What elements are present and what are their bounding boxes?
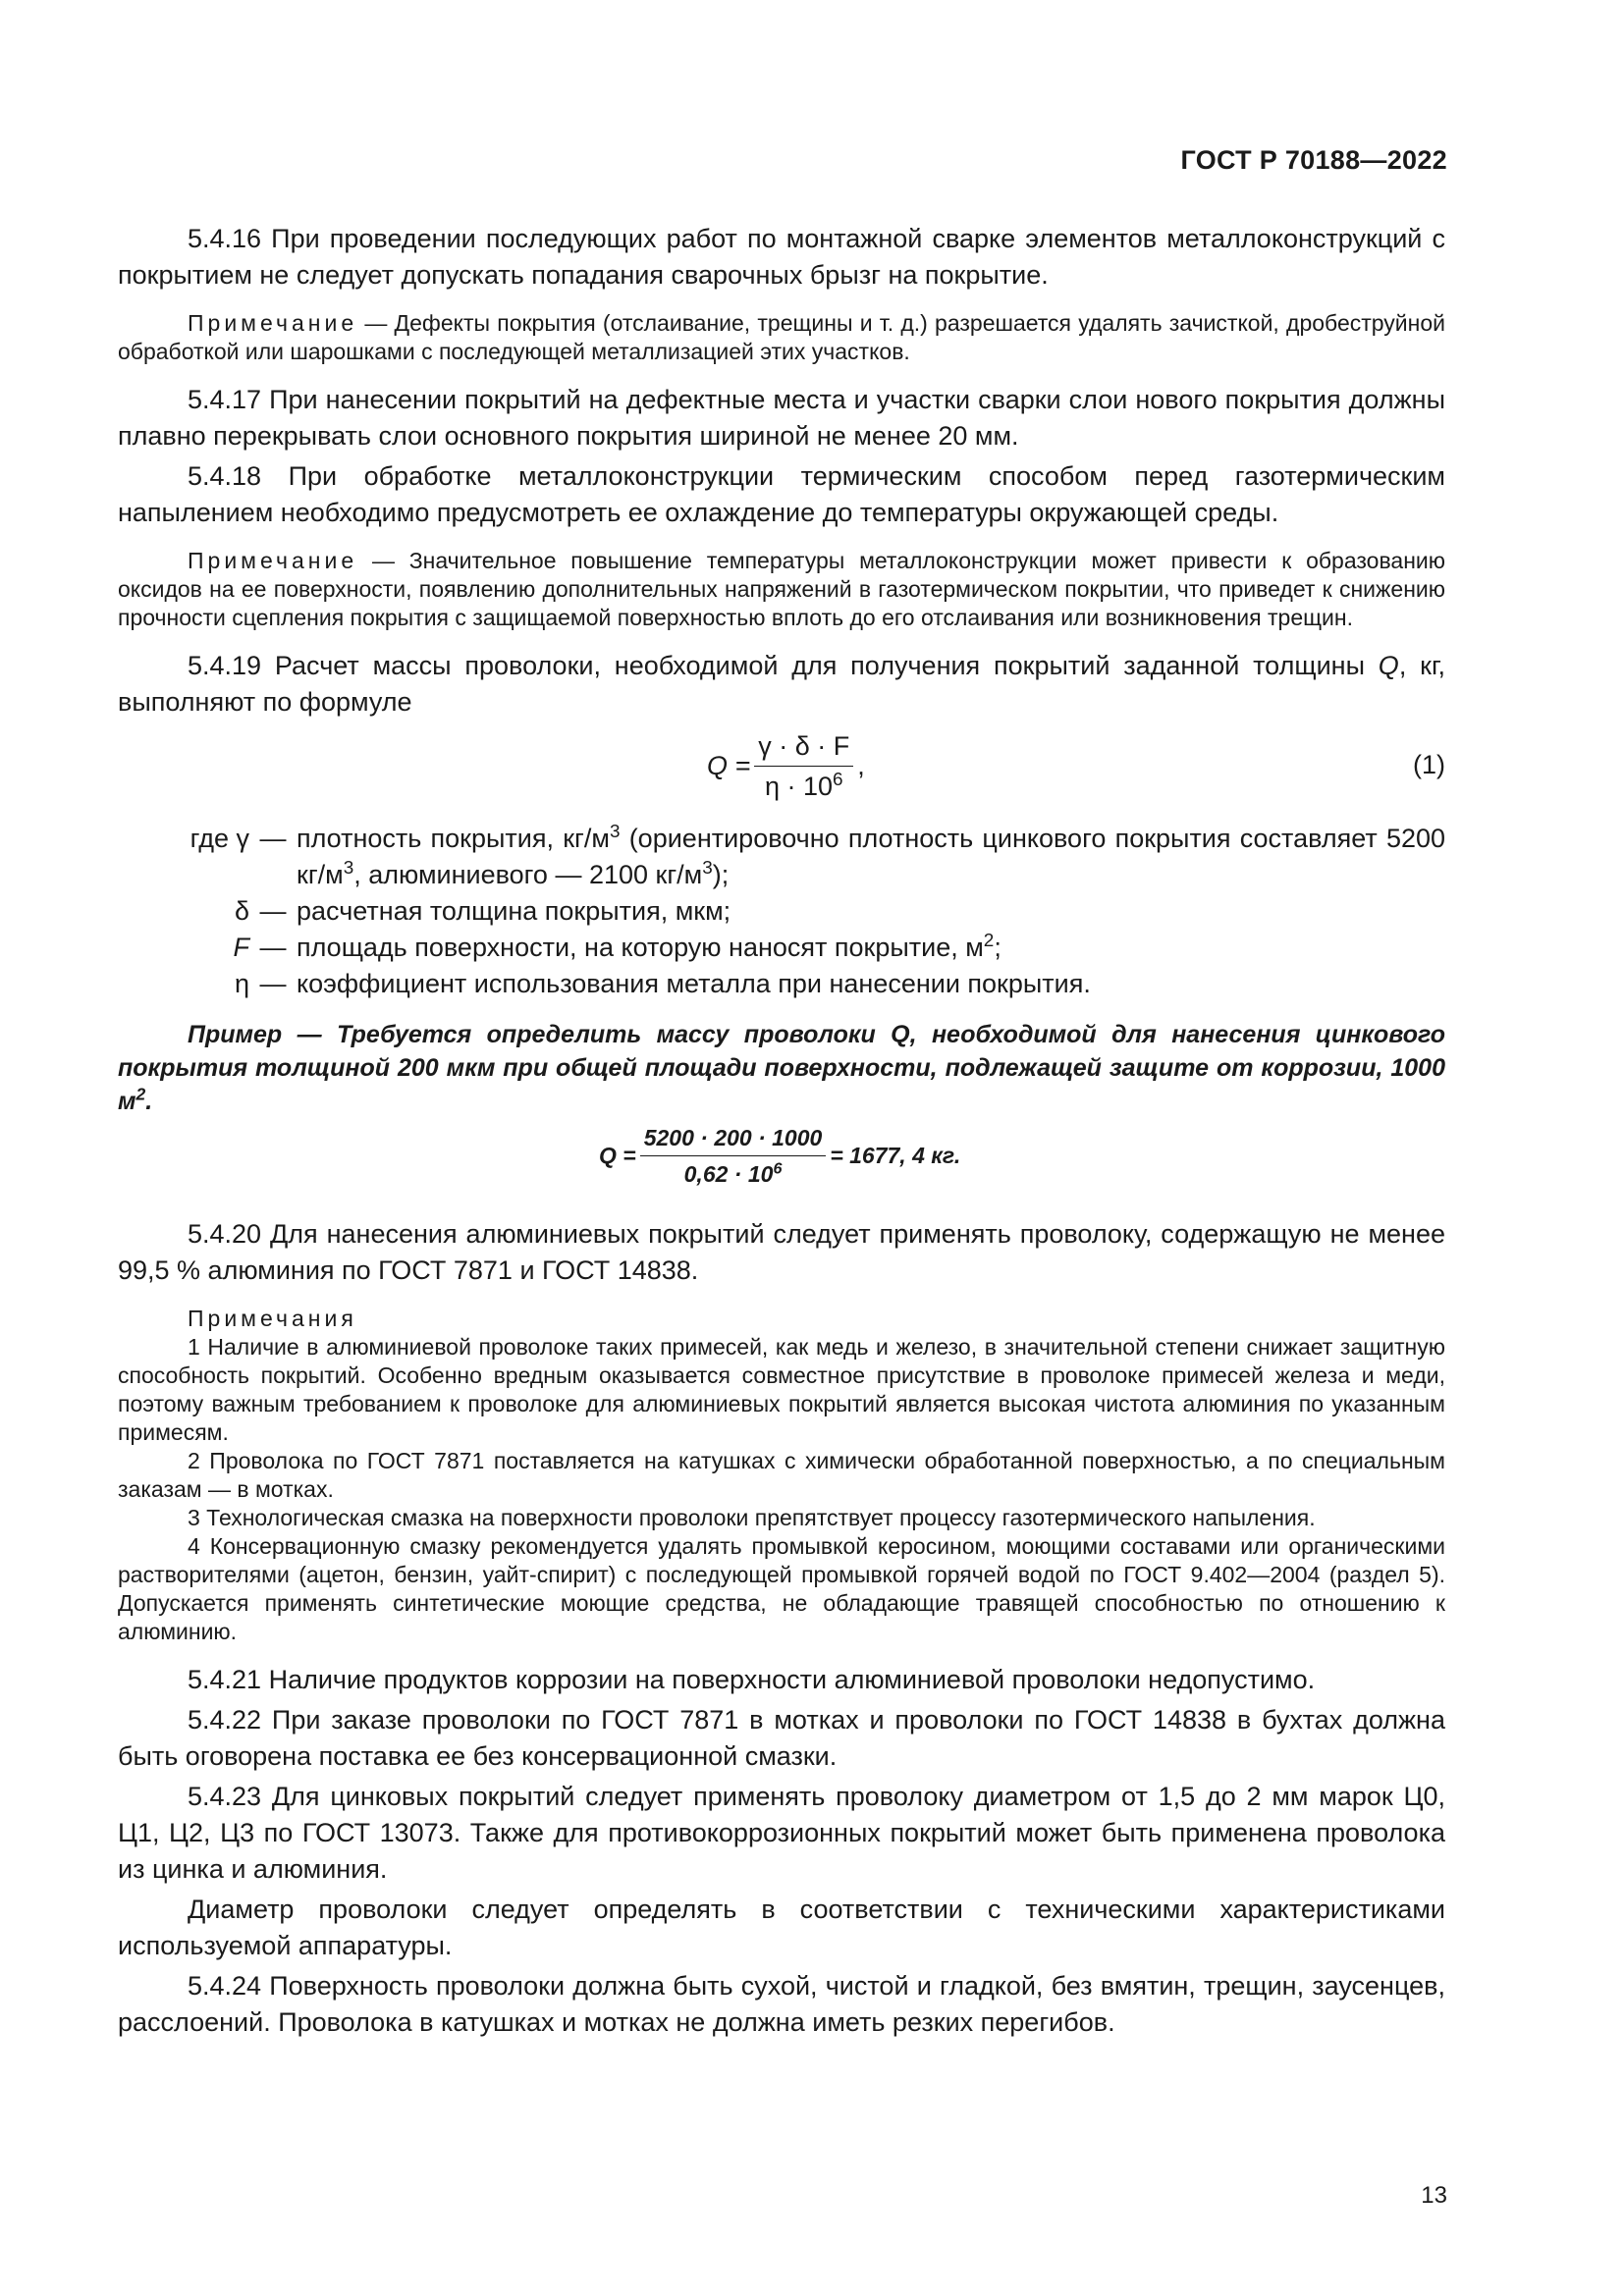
paragraph-text: 5.4.19 Расчет массы проволоки, необходимой для получения покрытий заданной толщины: [188, 651, 1379, 680]
definition-text: [297, 821, 1445, 893]
definition-dash: —: [259, 824, 287, 853]
notes-block: [118, 1305, 1445, 1646]
definition-text: расчетная толщина покрытия, мкм;: [297, 896, 731, 926]
example-formula-lhs: Q =: [599, 1143, 636, 1168]
example-fraction: [640, 1124, 827, 1188]
definition-text: коэффициент использования металла при нанесении покрытия.: [297, 969, 1091, 998]
symbol-delta: δ: [234, 896, 249, 926]
formula-denominator: [761, 767, 847, 802]
symbol-q: Q: [1378, 651, 1399, 680]
paragraph-5-4-21: 5.4.21 Наличие продуктов коррозии на поверхности алюминиевой проволоки недопустимо.: [188, 1665, 1316, 1694]
definition-sup: 3: [609, 822, 621, 842]
symbol-eta: η: [234, 969, 249, 998]
note-5-4-18: [118, 547, 1445, 632]
definition-symbol: [118, 821, 249, 893]
definition-sup: 3: [702, 858, 713, 879]
definition-eta: [118, 966, 1445, 1002]
symbol-gamma: γ: [236, 824, 249, 853]
definition-part: площадь поверхности, на которую наносят покрытие, м: [297, 933, 984, 962]
denominator-exponent: 6: [773, 1159, 783, 1178]
formula-lhs: Q =: [707, 751, 751, 780]
definition-f: [118, 930, 1445, 966]
page-number: 13: [1421, 2182, 1447, 2209]
example-formula: [118, 1124, 1445, 1204]
definition-dash: —: [259, 933, 287, 962]
paragraph-text: , кг, выполняют по формуле: [118, 651, 1445, 717]
formula-number: (1): [1413, 750, 1445, 779]
note-label: Примечание: [188, 310, 358, 336]
example-paragraph: [118, 1018, 1445, 1118]
formula-1: [118, 730, 1445, 811]
example-text: Пример — Требуется определить массу проволоки Q, необходимой для нанесения цинкового покрытия толщиной 200 мкм при общей площади поверхности, подлежащей защите от коррозии, 1000 м: [118, 1021, 1445, 1115]
example-denominator: [680, 1156, 786, 1188]
definition-dash: —: [259, 969, 287, 998]
paragraph-5-4-19: [118, 648, 1445, 721]
definition-part: ;: [994, 933, 1001, 962]
note-item-4: 4 Консервационную смазку рекомендуется удалять промывкой керосином, моющими составами или органическими растворителями (ацетон, бензин, уайт-спирит) с последующей промывкой горячей водой по ГОСТ 9.402—2004 (раздел 5). Допускается применять синтетические моющие средства, не обладающие травящей способностью по отношению к алюминию.: [118, 1533, 1445, 1644]
definition-part: плотность покрытия, кг/м: [297, 824, 610, 853]
note-item-2: 2 Проволока по ГОСТ 7871 поставляется на катушках с химически обработанной поверхностью, а по специальным заказам — в мотках.: [118, 1448, 1445, 1502]
formula-numerator: γ · δ · F: [754, 730, 853, 767]
denominator-exponent: 6: [833, 770, 843, 790]
paragraph-5-4-16: 5.4.16 При проведении последующих работ по монтажной сварке элементов металлоконструкций с покрытием не следует допускать попадания сварочных брызг на покрытие.: [118, 224, 1445, 290]
definition-sup: 2: [983, 931, 995, 951]
note-item-1: 1 Наличие в алюминиевой проволоке таких примесей, как медь и железо, в значительной степени снижает защитную способность покрытий. Особенно вредным оказывается совместное присутствие в проволоке примесей железа и меди, поэтому важным требованием к проволоке для алюминиевых покрытий является высокая чистота алюминия по указанным примесям.: [118, 1334, 1445, 1445]
denominator-base: 0,62 · 10: [683, 1161, 774, 1187]
definition-part: (ориентировочно плотность цинкового покрытия составляет 5200 кг/м: [297, 824, 1446, 889]
note-text: — Дефекты покрытия (отслаивание, трещины и т. д.) разрешается удалять зачисткой, дробеструйной обработкой или шарошками с последующей металлизацией этих участков.: [118, 310, 1445, 364]
example-sup: 2: [135, 1084, 146, 1104]
note-5-4-16: [118, 309, 1445, 366]
example-result: = 1677, 4 кг.: [830, 1143, 961, 1168]
paragraph-5-4-17: 5.4.17 При нанесении покрытий на дефектные места и участки сварки слои нового покрытия должны плавно перекрывать слои основного покрытия шириной не менее 20 мм.: [118, 385, 1445, 451]
paragraph-wire-diameter: Диаметр проволоки следует определять в соответствии с техническими характеристиками используемой аппаратуры.: [118, 1895, 1445, 1960]
definition-gamma: [118, 821, 1445, 893]
document-code-header: ГОСТ Р 70188—2022: [1180, 145, 1447, 175]
formula-fraction: [754, 730, 853, 802]
definition-part: , алюминиевого — 2100 кг/м: [353, 860, 703, 889]
definition-delta: [118, 893, 1445, 930]
example-end: .: [145, 1088, 153, 1115]
definitions-list: [118, 821, 1445, 1002]
paragraph-5-4-22: 5.4.22 При заказе проволоки по ГОСТ 7871 в мотках и проволоки по ГОСТ 14838 в бухтах должна быть оговорена поставка ее без консервационной смазки.: [118, 1705, 1445, 1771]
symbol-f: F: [233, 933, 249, 962]
note-text: — Значительное повышение температуры металлоконструкции может привести к образованию оксидов на ее поверхности, появлению дополнительных напряжений в газотермическом покрытии, что приведет к снижению прочности сцепления покрытия с защищаемой поверхностью вплоть до его отслаивания или возникновения трещин.: [118, 548, 1445, 630]
note-item-3: 3 Технологическая смазка на поверхности проволоки препятствует процессу газотермического напыления.: [188, 1505, 1316, 1530]
definition-dash: —: [259, 896, 287, 926]
formula-tail: ,: [857, 751, 865, 780]
denominator-base: η · 10: [765, 772, 834, 801]
definition-part: );: [712, 860, 730, 889]
definition-sup: 3: [343, 858, 354, 879]
paragraph-5-4-20: 5.4.20 Для нанесения алюминиевых покрытий следует применять проволоку, содержащую не менее 99,5 % алюминия по ГОСТ 7871 и ГОСТ 14838.: [118, 1219, 1445, 1285]
definition-prefix: где: [189, 824, 237, 853]
definition-text: [297, 930, 1445, 966]
paragraph-5-4-18: 5.4.18 При обработке металлоконструкции термическим способом перед газотермическим напылением необходимо предусмотреть ее охлаждение до температуры окружающей среды.: [118, 461, 1445, 527]
example-numerator: 5200 · 200 · 1000: [640, 1124, 827, 1156]
note-label: Примечание: [188, 548, 358, 573]
paragraph-5-4-24: 5.4.24 Поверхность проволоки должна быть сухой, чистой и гладкой, без вмятин, трещин, заусенцев, расслоений. Проволока в катушках и мотках не должна иметь резких перегибов.: [118, 1971, 1445, 2037]
document-body: [118, 221, 1445, 2041]
notes-title: Примечания: [188, 1306, 357, 1331]
paragraph-5-4-23: 5.4.23 Для цинковых покрытий следует применять проволоку диаметром от 1,5 до 2 мм марок Ц0, Ц1, Ц2, Ц3 по ГОСТ 13073. Также для противокоррозионных покрытий может быть применена проволока из цинка и алюминия.: [118, 1782, 1445, 1884]
